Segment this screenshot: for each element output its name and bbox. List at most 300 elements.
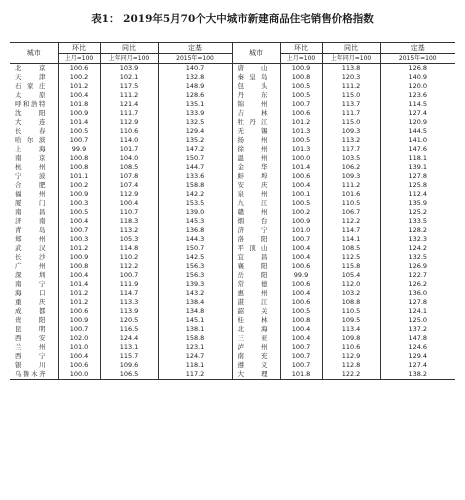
left-city-cell: 石 家 庄 [10,82,58,91]
left-base-cell: 150.7 [158,154,232,163]
left-mom-cell: 100.6 [58,64,100,74]
right-mom-cell: 100.9 [280,217,322,226]
left-mom-cell: 101.4 [58,280,100,289]
right-city-cell: 无 锡 [232,127,280,136]
table-row [10,127,455,136]
yoy-subheader-right: 上年同月=100 [322,54,380,64]
left-city-cell: 西 宁 [10,352,58,361]
right-mom-cell: 100.5 [280,136,322,145]
left-mom-cell: 100.3 [58,199,100,208]
left-mom-cell: 100.7 [58,226,100,235]
left-mom-cell: 100.9 [58,253,100,262]
right-base-cell: 127.8 [408,172,428,180]
left-city-cell: 太 原 [10,91,58,100]
right-city-cell: 常 德 [232,280,280,289]
right-base-cell: 140.9 [408,73,428,81]
left-city-cell: 天 津 [10,73,58,82]
right-city-cell: 牡 丹 江 [232,118,280,127]
right-yoy-cell: 103.2 [322,289,380,298]
right-yoy-cell: 109.3 [322,127,380,136]
right-city-cell: 蚌 埠 [232,172,280,181]
base-header-left: 定基 [158,43,232,54]
right-mom-cell: 100.6 [280,109,322,118]
left-yoy-cell: 100.4 [100,199,158,208]
yoy-header-right: 同比 [322,43,380,54]
right-base-cell: 132.5 [408,253,428,261]
mom-header-left: 环比 [58,43,100,54]
table-row [10,271,455,280]
right-base-cell: 147.6 [408,145,428,153]
table-row [10,199,455,208]
right-mom-cell: 101.2 [280,118,322,127]
right-city-cell: 泸 州 [232,343,280,352]
right-city-cell: 丹 东 [232,91,280,100]
left-city-cell: 宁 波 [10,172,58,181]
right-yoy-cell: 112.2 [322,217,380,226]
right-base-cell: 127.4 [408,109,428,117]
left-yoy-cell: 114.8 [100,244,158,253]
table-row [10,91,455,100]
left-mom-cell: 101.4 [58,118,100,127]
right-yoy-cell: 106.2 [322,163,380,172]
right-base-cell: 123.6 [408,91,428,99]
table-row [10,361,455,370]
base-subheader-left: 2015年=100 [158,54,232,64]
right-mom-cell: 100.0 [280,154,322,163]
left-yoy-cell: 114.7 [100,289,158,298]
left-mom-cell: 101.2 [58,298,100,307]
right-city-cell: 徐 州 [232,145,280,154]
right-yoy-cell: 122.2 [322,370,380,380]
left-yoy-cell: 110.2 [100,253,158,262]
left-base-cell: 139.3 [158,280,232,289]
right-base-cell: 114.5 [408,100,428,108]
left-base-cell: 147.2 [158,145,232,154]
right-yoy-cell: 113.4 [322,325,380,334]
table-row [10,316,455,325]
left-yoy-cell: 113.3 [100,298,158,307]
right-yoy-cell: 109.3 [322,172,380,181]
right-base-cell: 126.9 [408,262,428,270]
left-base-cell: 135.1 [158,100,232,109]
right-mom-cell: 100.5 [280,91,322,100]
right-mom-cell: 100.6 [280,172,322,181]
right-city-cell: 扬 州 [232,136,280,145]
right-mom-cell: 100.5 [280,82,322,91]
right-mom-cell: 100.4 [280,181,322,190]
base-header-right: 定基 [380,43,455,54]
table-row [10,73,455,82]
left-base-cell: 133.9 [158,109,232,118]
left-yoy-cell: 120.5 [100,316,158,325]
left-city-cell: 贵 阳 [10,316,58,325]
mom-subheader-right: 上月=100 [280,54,322,64]
right-mom-cell: 100.4 [280,253,322,262]
left-city-cell: 济 南 [10,217,58,226]
right-base-cell: 127.8 [408,298,428,306]
left-yoy-cell: 112.9 [100,190,158,199]
table-row [10,64,455,74]
left-base-cell: 118.1 [158,361,232,370]
right-yoy-cell: 111.2 [322,181,380,190]
right-mom-cell: 100.7 [280,235,322,244]
left-yoy-cell: 111.2 [100,91,158,100]
left-city-cell: 厦 门 [10,199,58,208]
right-city-cell: 金 华 [232,163,280,172]
yoy-subheader-left: 上年同月=100 [100,54,158,64]
left-yoy-cell: 112.2 [100,262,158,271]
left-mom-cell: 100.3 [58,235,100,244]
left-base-cell: 142.2 [158,190,232,199]
left-yoy-cell: 112.9 [100,118,158,127]
left-base-cell: 144.3 [158,235,232,244]
left-base-cell: 144.7 [158,163,232,172]
table-row [10,208,455,217]
table-row [10,253,455,262]
right-base-cell: 147.8 [408,334,428,342]
right-yoy-cell: 103.5 [322,154,380,163]
left-base-cell: 138.4 [158,298,232,307]
right-mom-cell: 101.8 [280,370,322,380]
left-base-cell: 124.7 [158,352,232,361]
left-base-cell: 123.1 [158,343,232,352]
left-base-cell: 145.3 [158,217,232,226]
left-yoy-cell: 118.3 [100,217,158,226]
right-city-cell: 烟 台 [232,217,280,226]
right-yoy-cell: 105.4 [322,271,380,280]
left-yoy-cell: 109.6 [100,361,158,370]
table-row [10,298,455,307]
left-mom-cell: 100.9 [58,190,100,199]
left-base-cell: 129.4 [158,127,232,136]
table-row [10,262,455,271]
left-yoy-cell: 105.3 [100,235,158,244]
left-city-cell: 南 京 [10,154,58,163]
left-yoy-cell: 101.7 [100,145,158,154]
table-body [10,64,455,380]
right-yoy-cell: 117.7 [322,145,380,154]
left-base-cell: 156.3 [158,262,232,271]
left-mom-cell: 101.8 [58,100,100,109]
right-city-cell: 唐 山 [232,64,280,74]
right-base-cell: 124.6 [408,343,428,351]
right-mom-cell: 100.6 [280,262,322,271]
left-mom-cell: 100.7 [58,136,100,145]
table-row [10,352,455,361]
left-city-cell: 北 京 [10,64,58,74]
right-base-cell: 135.9 [408,199,428,207]
right-yoy-cell: 109.5 [322,316,380,325]
left-mom-cell: 100.8 [58,262,100,271]
left-yoy-cell: 107.8 [100,172,158,181]
left-mom-cell: 101.2 [58,289,100,298]
left-base-cell: 135.2 [158,136,232,145]
right-mom-cell: 101.3 [280,127,322,136]
right-base-cell: 129.4 [408,352,428,360]
right-city-cell: 温 州 [232,154,280,163]
left-city-cell: 深 圳 [10,271,58,280]
left-mom-cell: 102.0 [58,334,100,343]
base-subheader-right: 2015年=100 [380,54,455,64]
right-city-cell: 秦 皇 岛 [232,73,280,82]
right-base-cell: 124.2 [408,244,428,252]
right-mom-cell: 100.5 [280,307,322,316]
right-yoy-cell: 115.0 [322,118,380,127]
left-city-cell: 海 口 [10,289,58,298]
left-city-cell: 西 安 [10,334,58,343]
left-base-cell: 153.5 [158,199,232,208]
left-yoy-cell: 113.1 [100,343,158,352]
left-base-cell: 139.0 [158,208,232,217]
table-row [10,136,455,145]
left-yoy-cell: 102.1 [100,73,158,82]
left-city-cell: 乌鲁木齐 [10,370,58,380]
table-row [10,226,455,235]
right-yoy-cell: 115.0 [322,91,380,100]
right-city-cell: 惠 州 [232,289,280,298]
left-mom-cell: 100.9 [58,316,100,325]
table-row [10,370,455,380]
left-base-cell: 158.8 [158,334,232,343]
left-yoy-cell: 110.7 [100,208,158,217]
right-yoy-cell: 101.6 [322,190,380,199]
left-city-cell: 大 连 [10,118,58,127]
yoy-header-left: 同比 [100,43,158,54]
table-row [10,190,455,199]
left-yoy-cell: 121.4 [100,100,158,109]
right-city-cell: 湛 江 [232,298,280,307]
left-mom-cell: 100.7 [58,325,100,334]
table-title: 表1： 2019年5月70个大中城市新建商品住宅销售价格指数 [91,13,374,25]
right-city-cell: 吉 林 [232,109,280,118]
right-city-cell: 泉 州 [232,190,280,199]
right-base-cell: 125.2 [408,208,428,216]
mom-subheader-left: 上月=100 [58,54,100,64]
city-header-right: 城市 [232,43,280,64]
left-city-cell: 武 汉 [10,244,58,253]
right-city-cell: 南 充 [232,352,280,361]
table-row [10,181,455,190]
left-mom-cell: 100.6 [58,307,100,316]
right-yoy-cell: 108.5 [322,244,380,253]
right-base-cell: 120.0 [408,82,428,90]
left-mom-cell: 100.4 [58,271,100,280]
left-base-cell: 142.5 [158,253,232,262]
left-mom-cell: 100.2 [58,181,100,190]
left-mom-cell: 101.2 [58,244,100,253]
left-mom-cell: 101.2 [58,82,100,91]
left-base-cell: 132.8 [158,73,232,82]
left-base-cell: 148.9 [158,82,232,91]
right-city-cell: 遵 义 [232,361,280,370]
right-yoy-cell: 113.8 [322,64,380,74]
right-mom-cell: 100.7 [280,343,322,352]
right-mom-cell: 100.8 [280,316,322,325]
price-index-table [10,42,455,380]
right-base-cell: 120.9 [408,118,428,126]
table-row [10,145,455,154]
left-mom-cell: 100.5 [58,208,100,217]
left-mom-cell: 100.0 [58,370,100,380]
left-mom-cell: 100.8 [58,154,100,163]
left-city-cell: 合 肥 [10,181,58,190]
left-mom-cell: 100.8 [58,163,100,172]
left-city-cell: 郑 州 [10,235,58,244]
right-city-cell: 济 宁 [232,226,280,235]
right-base-cell: 137.2 [408,325,428,333]
right-yoy-cell: 113.7 [322,100,380,109]
left-yoy-cell: 104.0 [100,154,158,163]
right-base-cell: 125.0 [408,316,428,324]
left-yoy-cell: 116.5 [100,325,158,334]
left-city-cell: 哈 尔 滨 [10,136,58,145]
right-city-cell: 岳 阳 [232,271,280,280]
left-mom-cell: 100.4 [58,217,100,226]
right-base-cell: 136.0 [408,289,428,297]
right-base-cell: 122.7 [408,271,428,279]
right-yoy-cell: 120.3 [322,73,380,82]
left-yoy-cell: 117.5 [100,82,158,91]
right-city-cell: 平 顶 山 [232,244,280,253]
right-mom-cell: 100.2 [280,208,322,217]
right-city-cell: 大 理 [232,370,280,380]
right-base-cell: 127.4 [408,361,428,369]
right-mom-cell: 100.4 [280,289,322,298]
right-city-cell: 襄 阳 [232,262,280,271]
right-yoy-cell: 115.8 [322,262,380,271]
right-yoy-cell: 114.1 [322,235,380,244]
left-city-cell: 福 州 [10,190,58,199]
table-row [10,325,455,334]
right-city-cell: 韶 关 [232,307,280,316]
right-base-cell: 138.2 [380,370,455,380]
right-base-cell: 125.8 [408,181,428,189]
right-mom-cell: 100.4 [280,325,322,334]
table-row [10,289,455,298]
table-row [10,235,455,244]
left-mom-cell: 100.4 [58,91,100,100]
table-row [10,172,455,181]
right-base-cell: 124.1 [408,307,428,315]
right-base-cell: 126.2 [408,280,428,288]
right-city-cell: 包 头 [232,82,280,91]
left-city-cell: 杭 州 [10,163,58,172]
left-city-cell: 成 都 [10,307,58,316]
table-row [10,82,455,91]
right-city-cell: 赣 州 [232,208,280,217]
left-base-cell: 150.7 [158,244,232,253]
right-yoy-cell: 112.0 [322,280,380,289]
right-mom-cell: 100.8 [280,73,322,82]
right-mom-cell: 100.6 [280,280,322,289]
left-mom-cell: 100.9 [58,109,100,118]
right-mom-cell: 101.4 [280,163,322,172]
left-mom-cell: 101.0 [58,343,100,352]
right-yoy-cell: 114.7 [322,226,380,235]
left-yoy-cell: 100.7 [100,271,158,280]
right-yoy-cell: 112.9 [322,352,380,361]
table-row [10,109,455,118]
right-yoy-cell: 108.8 [322,298,380,307]
table-row [10,343,455,352]
left-base-cell: 134.8 [158,307,232,316]
city-header-left: 城市 [10,43,58,64]
right-mom-cell: 100.7 [280,361,322,370]
left-base-cell: 143.2 [158,289,232,298]
right-yoy-cell: 112.5 [322,253,380,262]
left-yoy-cell: 108.5 [100,163,158,172]
right-base-cell: 112.4 [408,190,428,198]
right-city-cell: 宜 昌 [232,253,280,262]
table-row [10,307,455,316]
left-yoy-cell: 111.9 [100,280,158,289]
right-base-cell: 126.8 [408,64,428,72]
left-city-cell: 上 海 [10,145,58,154]
left-mom-cell: 100.4 [58,352,100,361]
left-mom-cell: 100.6 [58,361,100,370]
left-mom-cell: 100.5 [58,127,100,136]
left-base-cell: 140.7 [158,64,232,74]
right-base-cell: 139.1 [408,163,428,171]
left-city-cell: 呼和浩特 [10,100,58,109]
left-base-cell: 117.2 [158,370,232,380]
right-base-cell: 128.2 [408,226,428,234]
right-mom-cell: 101.3 [280,145,322,154]
left-mom-cell: 101.1 [58,172,100,181]
right-city-cell: 北 海 [232,325,280,334]
table-row [10,217,455,226]
right-yoy-cell: 110.5 [322,307,380,316]
right-mom-cell: 100.5 [280,199,322,208]
table-row [10,244,455,253]
right-mom-cell: 100.7 [280,100,322,109]
right-yoy-cell: 111.7 [322,109,380,118]
right-mom-cell: 100.9 [280,64,322,74]
right-city-cell: 锦 州 [232,100,280,109]
left-yoy-cell: 114.0 [100,136,158,145]
table-row [10,100,455,109]
right-mom-cell: 99.9 [280,271,322,280]
left-city-cell: 青 岛 [10,226,58,235]
right-yoy-cell: 109.8 [322,334,380,343]
left-city-cell: 兰 州 [10,343,58,352]
left-city-cell: 昆 明 [10,325,58,334]
left-yoy-cell: 107.4 [100,181,158,190]
right-yoy-cell: 110.5 [322,199,380,208]
right-mom-cell: 100.7 [280,352,322,361]
left-city-cell: 南 宁 [10,280,58,289]
table-row [10,118,455,127]
left-yoy-cell: 111.7 [100,109,158,118]
left-city-cell: 广 州 [10,262,58,271]
left-mom-cell: 100.2 [58,73,100,82]
left-yoy-cell: 113.9 [100,307,158,316]
right-yoy-cell: 111.2 [322,82,380,91]
table-row [10,280,455,289]
left-city-cell: 重 庆 [10,298,58,307]
right-base-cell: 133.5 [408,217,428,225]
left-city-cell: 银 川 [10,361,58,370]
table-row [10,334,455,343]
mom-header-right: 环比 [280,43,322,54]
right-yoy-cell: 110.6 [322,343,380,352]
left-city-cell: 长 沙 [10,253,58,262]
right-mom-cell: 100.6 [280,298,322,307]
table-row [10,163,455,172]
right-base-cell: 132.3 [408,235,428,243]
left-yoy-cell: 113.2 [100,226,158,235]
left-yoy-cell: 124.4 [100,334,158,343]
